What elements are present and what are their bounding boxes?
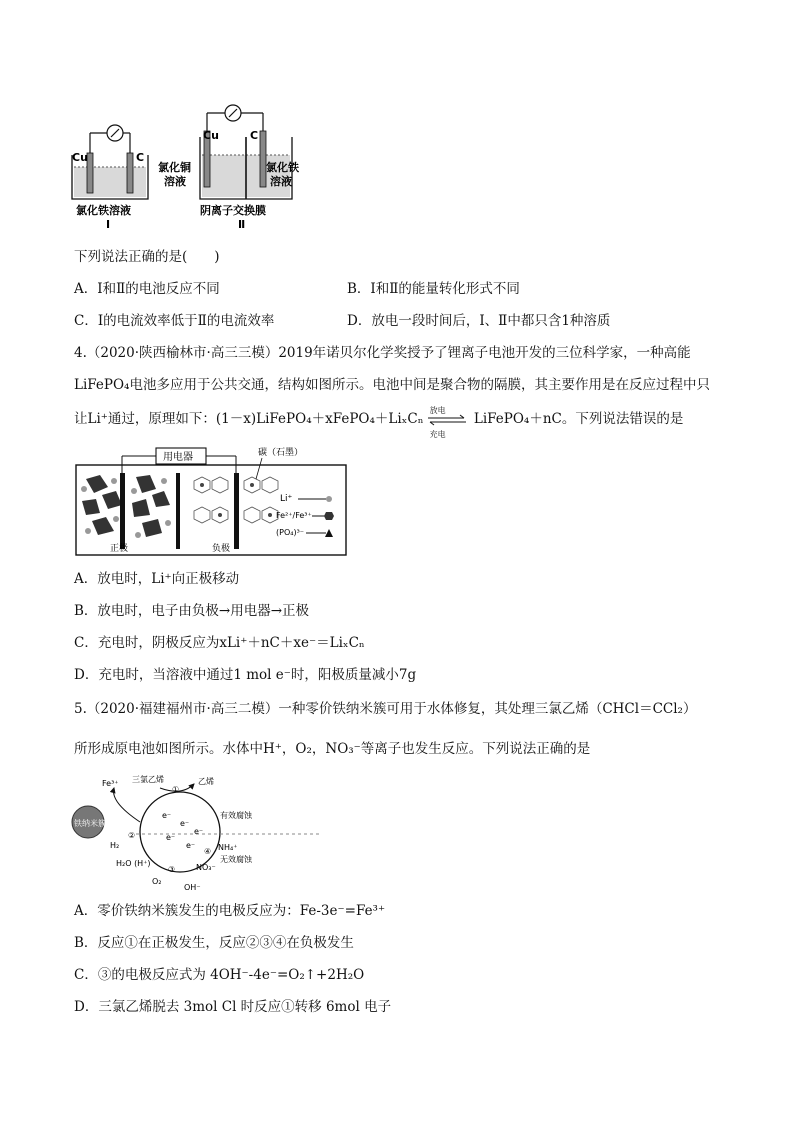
q3-option-b: B．Ⅰ和Ⅱ的能量转化形式不同 [347,281,520,297]
positive-electrode-label: 正极 [110,544,129,554]
q5-stem-line2: 所形成原电池如图所示。水体中H⁺，O₂，NO₃⁻等离子也发生反应。下列说法正确的是 [74,741,591,757]
q5-option-b: B．反应①在正极发生，反应②③④在负极发生 [74,935,354,951]
q4-stem-line2: LiFePO₄电池多应用于公共交通，结构如图所示。电池中间是聚合物的隔膜，其主要作用是在反应过程中只 [74,377,710,393]
fe-ion-icon [324,512,334,520]
iron-nanocluster-figure [70,772,330,894]
effective-corrosion-label: 有效腐蚀 [220,811,252,820]
discharge-label: 放电 [429,405,446,415]
cell-two [158,105,299,231]
reaction-4-label: ④ [204,847,212,856]
q5-option-c: C．③的电极反应式为 4OH⁻-4e⁻=O₂↑+2H₂O [74,967,365,983]
charge-label: 充电 [429,429,446,439]
cell2-membrane-label: 阴离子交换膜 [200,204,266,217]
cluster-label: 铁纳米簇 [74,819,106,828]
electron-label: e⁻ [162,811,172,820]
cell1-solution-label: 氯化铁溶液 [76,204,131,217]
q3-stem: 下列说法正确的是( ) [74,249,220,265]
q4-option-a: A．放电时，Li⁺向正极移动 [74,571,240,587]
q3-option-d: D．放电一段时间后，Ⅰ、Ⅱ中都只含1种溶质 [347,313,611,329]
o2-label: O₂ [152,877,162,886]
cell2-right-solution-1: 氯化铁 [266,161,299,174]
cell2-left-solution-1: 氯化铜 [158,161,191,174]
q4-equation-left: 让Li⁺通过，原理如下：(1－x)LiFePO₄＋xFePO₄＋LiₓCₙ [74,411,424,427]
reaction-3-label: ③ [168,865,176,874]
cells-figure [60,95,340,235]
ineffective-corrosion-label: 无效腐蚀 [220,855,252,864]
cell2-cu-label: Cu [203,129,219,142]
q3-option-a: A．Ⅰ和Ⅱ的电池反应不同 [74,281,220,297]
electron-label: e⁻ [194,827,204,836]
q5-stem-line1: 5.（2020·福建福州市·高三二模）一种零价铁纳米簇可用于水体修复，其处理三氯乙烯（CHCl＝CCl₂） [74,701,697,717]
q3-option-c: C．Ⅰ的电流效率低于Ⅱ的电流效率 [74,313,275,329]
li-ion-icon [326,496,332,502]
cell2-right-solution-2: 溶液 [270,175,292,188]
carbon-label: 碳（石墨） [258,448,304,458]
lifepo4-battery-figure [72,445,352,557]
q4-stem-line1: 4.（2020·陕西榆林市·高三三模）2019年诺贝尔化学奖授予了锂离子电池开发的三位科学家，一种高能 [74,345,691,361]
q4-equation-right: LiFePO₄＋nC。下列说法错误的是 [469,411,684,427]
tce-label: 三氯乙烯 [132,775,164,784]
q5-option-a: A．零价铁纳米簇发生的电极反应为：Fe-3e⁻=Fe³⁺ [74,903,386,919]
q5-option-d: D．三氯乙烯脱去 3mol Cl 时反应①转移 6mol 电子 [74,999,392,1015]
electron-label: e⁻ [166,833,176,842]
q4-option-b: B．放电时，电子由负极→用电器→正极 [74,603,310,619]
nanoparticle-circle [140,792,220,872]
h2o-label: H₂O (H⁺) [116,859,151,868]
electron-label: e⁻ [186,841,196,850]
cell2-left-solution-2: 溶液 [164,175,186,188]
reaction-2-label: ② [128,831,136,840]
cell1-numeral: Ⅰ [106,218,111,231]
cell-one [72,125,148,231]
reaction-1-label: ① [172,785,180,794]
cell1-cu-label: Cu [72,151,88,164]
no3-label: NO₃⁻ [196,863,216,872]
negative-electrode-label: 负极 [212,544,231,554]
legend-li-label: Li⁺ [280,494,293,504]
cell1-c-label: C [136,151,145,164]
nh4-label: NH₄⁺ [218,843,238,852]
legend-po4-label: (PO₄)³⁻ [276,528,304,537]
h2-label: H₂ [110,841,120,850]
ethylene-label: 乙烯 [198,777,214,786]
legend-fe-label: Fe²⁺/Fe³⁺ [276,511,312,520]
electron-label: e⁻ [180,819,190,828]
q4-option-d: D．充电时，当溶液中通过1 mol e⁻时，阳极质量减小7g [74,667,417,683]
oh-label: OH⁻ [184,883,201,892]
q4-option-c: C．充电时，阴极反应为xLi⁺＋nC＋xe⁻＝LiₓCₙ [74,635,365,651]
reversible-arrow-icon [424,405,470,439]
device-label: 用电器 [163,452,193,463]
q4-stem-line3 [74,405,684,439]
cell2-c-label: C [250,129,259,142]
fe3-label: Fe³⁺ [102,779,119,788]
cell2-numeral: Ⅱ [238,218,246,231]
